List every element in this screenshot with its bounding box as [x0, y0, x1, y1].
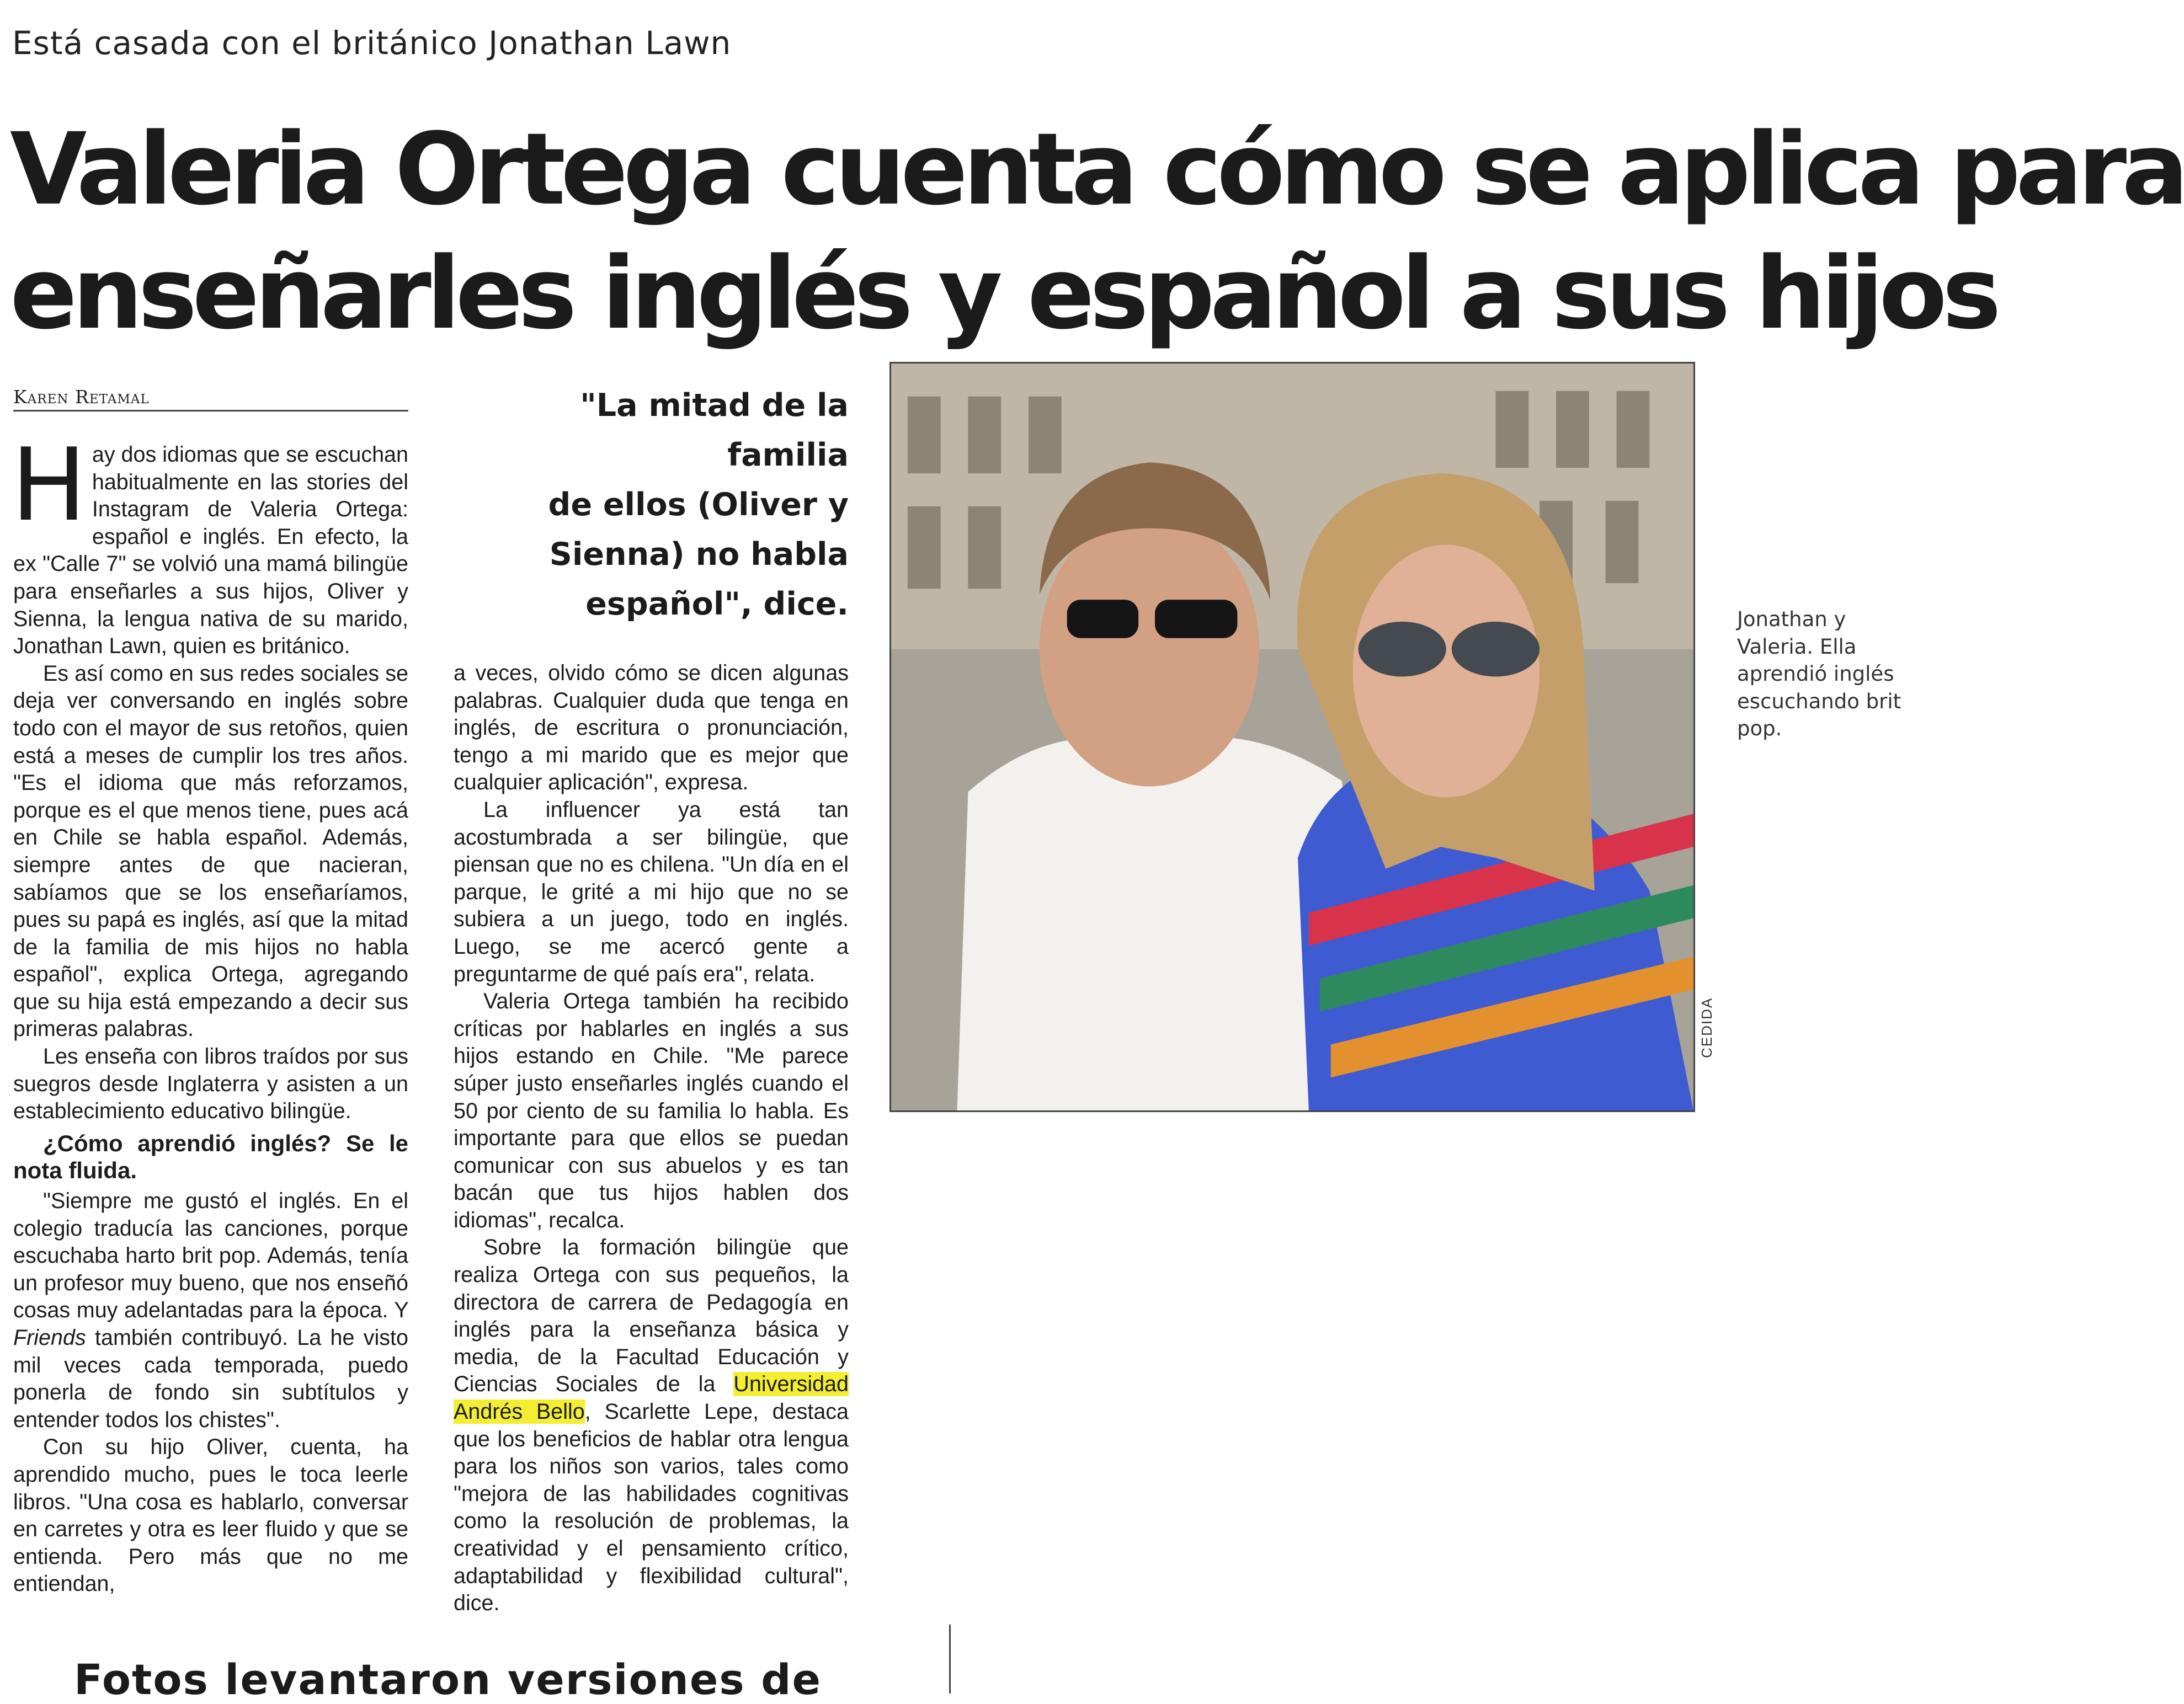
pull-quote: [454, 381, 849, 629]
paragraph: Es así como en sus redes sociales se deja ver conversando en inglés sobre todo con el mayor de sus retoños, quien está a meses de cumplir los tres años. "Es el idioma que más reforzamos, porque es el que menos tiene, pues acá en Chile se habla español. Además, siempre antes de que nacieran, sabíamos que se los enseñaríamos, pues su papá es inglés, así que la mitad de la familia de mis hijos no habla español", explica Ortega, agregando que su hija está empezando a decir sus primeras palabras.: [13, 661, 408, 1041]
headline-line-1: Valeria Ortega cuenta cómo se aplica para: [10, 112, 2184, 227]
photo-caption: Jonathan y Valeria. Ella aprendió inglés escuchando brit pop.: [1737, 607, 1901, 741]
pull-quote-line: español", dice.: [585, 586, 849, 622]
italic-title: Friends: [13, 1326, 86, 1350]
paragraph-text: "Siempre me gustó el inglés. En el colegio traducía las canciones, porque escuchaba harto brit pop. Además, tenía un profesor muy bueno, que nos enseñó cosas muy adelantadas para la época. Y: [13, 1189, 408, 1323]
headline: [10, 108, 2184, 356]
article-column-1: [11, 426, 408, 1598]
pull-quote-line: Sienna) no habla: [549, 536, 849, 573]
kicker: Está casada con el británico Jonathan Lawn: [12, 24, 732, 62]
paragraph: La influencer ya está tan acostumbrada a ser bilingüe, que piensan que no es chilena. "Un día en el parque, le grité a mi hijo que no se subiera a un juego, todo en inglés. Luego, se me acercó gente a preguntarme de qué país era", relata.: [454, 797, 849, 986]
headline-line-2: enseñarles inglés y español a sus hijos: [10, 236, 1996, 351]
drop-cap: H: [11, 426, 87, 543]
paragraph: a veces, olvido cómo se dicen algunas palabras. Cualquier duda que tenga en inglés, de escritura o pronunciación, tengo a mi marido que es mejor que cualquier aplicación", expresa.: [454, 661, 849, 795]
pull-quote-line: "La mitad de la familia: [580, 387, 849, 473]
paragraph: [13, 1188, 408, 1434]
paragraph: [11, 426, 408, 660]
article-column-2: [454, 660, 849, 1617]
paragraph-text: , Scarlette Lepe, destaca que los beneficios de hablar otra lengua para los niños son varios, tales como "mejora de las habilidades cognitivas como la resolución de problemas, la creatividad y el pensamiento crítico, adaptabilidad y flexibilidad cultural", dice.: [454, 1399, 849, 1616]
interview-question: ¿Cómo aprendió inglés? Se le nota fluida.: [13, 1130, 408, 1184]
paragraph: [454, 1234, 849, 1617]
next-article-headline: Fotos levantaron versiones de: [74, 1655, 822, 1704]
couple-photo: [889, 362, 1695, 1112]
paragraph-text: Sobre la formación bilingüe que realiza Ortega con sus pequeños, la directora de carrera de Pedagogía en inglés para la enseñanza básica y media, de la Facultad Educación y Ciencias Sociales de la: [454, 1235, 849, 1397]
pull-quote-line: de ellos (Oliver y: [548, 487, 849, 523]
photo-illustration: [891, 364, 1693, 1110]
paragraph-text: también contribuyó. La he visto mil veces cada temporada, puedo ponerla de fondo sin subtítulos y entender todos los chistes".: [13, 1326, 408, 1432]
highlighted-university: Universidad Andrés Bello: [454, 1372, 849, 1424]
paragraph: Valeria Ortega también ha recibido críticas por hablarles en inglés a sus hijos estando en Chile. "Me parece súper justo enseñarles inglés cuando el 50 por ciento de su familia lo habla. Es importante para que ellos se puedan comunicar con sus abuelos y es tan bacán que tus hijos hablen dos idiomas", recalca.: [454, 989, 849, 1232]
photo-credit: CEDIDA: [1698, 997, 1715, 1058]
paragraph: Les enseña con libros traídos por sus suegros desde Inglaterra y asisten a un establecimiento educativo bilingüe.: [13, 1044, 408, 1124]
paragraph: Con su hijo Oliver, cuenta, ha aprendido mucho, pues le toca leerle libros. "Una cosa es hablarlo, conversar en carretes y otra es leer fluido y que se entienda. Pero más que no me entiendan,: [13, 1435, 408, 1596]
column-rule: [949, 1625, 951, 1694]
byline: Karen Retamal: [13, 386, 408, 412]
paragraph-text: ay dos idiomas que se escuchan habitualmente en las stories del Instagram de Valeria Ortega: español e inglés. En efecto, la ex "Calle 7" se volvió una mamá bilingüe para enseñarles a sus hijos, Oliver y Sienna, la lengua nativa de su marido, Jonathan Lawn, quien es británico.: [13, 442, 408, 659]
